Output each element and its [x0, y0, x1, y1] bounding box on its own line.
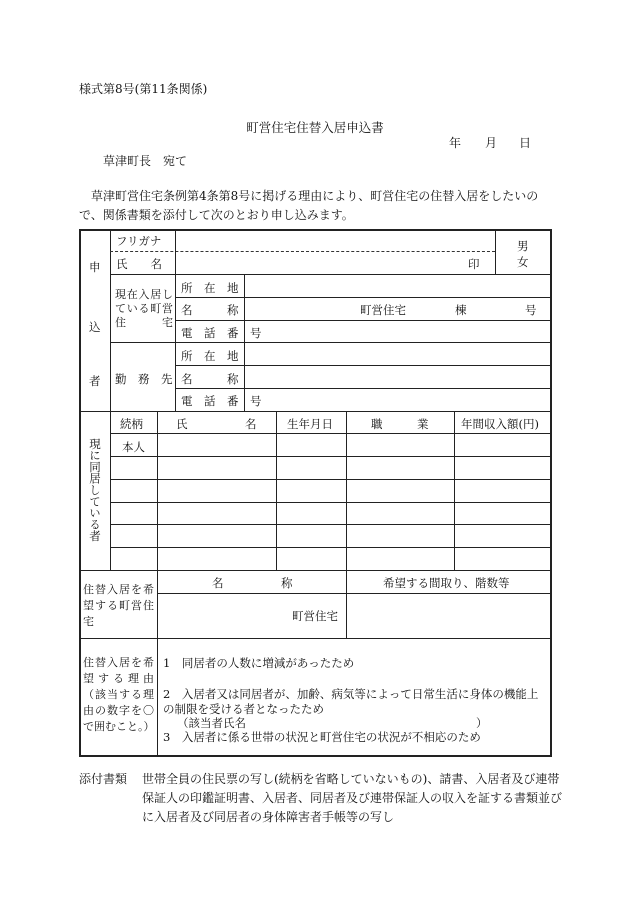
- household-label: 現に同居している者: [88, 438, 102, 542]
- workplace-label: 勤 務 先: [115, 372, 173, 386]
- building-unit: 棟: [455, 303, 467, 317]
- furigana-input[interactable]: [175, 233, 495, 251]
- reason-label: 住替入居を希望する理由（該当する理由の数字を〇で囲むこと。）: [83, 656, 155, 733]
- col-relation: 続柄: [120, 417, 143, 431]
- applicant-label-3: 者: [89, 374, 101, 388]
- address-label: 所 在 地: [181, 281, 239, 295]
- housing-name: 町営住宅: [360, 303, 406, 317]
- col-income: 年間収入額(円): [461, 417, 539, 431]
- residence-name-label: 名 称: [181, 303, 239, 317]
- attachments-text: 世帯全員の住民票の写し(続柄を省略していないもの)、請書、入居者及び連帯保証人の印鑑証明書、入居者、同居者及び連帯保証人の収入を証する書類並びに入居者及び同居者の身体障害者手帳等の写し: [142, 772, 563, 824]
- desired-col-name: 名 称: [212, 576, 293, 590]
- date-month: 月: [485, 136, 498, 150]
- col-occupation: 職 業: [371, 417, 429, 431]
- work-name-label: 名 称: [181, 372, 239, 386]
- reason-item-3[interactable]: 3 入居者に係る世帯の状況と町営住宅の状況が不相応のため: [163, 730, 481, 744]
- date-day: 日: [519, 136, 532, 150]
- name-input[interactable]: [175, 253, 465, 273]
- applicant-label-1: 申: [89, 260, 101, 274]
- reason-item-2-cont: の制限を受ける者となったため: [163, 702, 324, 716]
- room-number: 号: [525, 303, 537, 317]
- reason-item-2[interactable]: 2 入居者又は同居者が、加齢、病気等によって日常生活に身体の機能上: [163, 687, 539, 701]
- furigana-label: フリガナ: [116, 234, 162, 248]
- desired-col-preference: 希望する間取り、階数等: [383, 576, 510, 590]
- reason-item-2-name: （該当者氏名 ）: [177, 716, 488, 730]
- name-label: 氏 名: [116, 257, 162, 271]
- addressee: 草津町長 宛て: [103, 154, 188, 168]
- work-phone-label: 電 話 番 号: [181, 394, 262, 408]
- first-row-relation: 本人: [122, 440, 145, 454]
- page-title: 町営住宅住替入居申込書: [246, 120, 384, 135]
- sex-male[interactable]: 男: [517, 239, 529, 253]
- intro-text: 草津町営住宅条例第4条第8号に掲げる理由により、町営住宅の住替入居をしたいので、関係書類を添付して次のとおり申し込みます。: [79, 189, 539, 222]
- phone-label: 電 話 番 号: [181, 326, 262, 340]
- desired-housing-name: 町営住宅: [292, 609, 338, 623]
- applicant-label-2: 込: [89, 320, 101, 334]
- current-residence-label: 現在入居している町営住宅: [115, 288, 173, 329]
- date-year: 年: [449, 136, 462, 150]
- col-birthdate: 生年月日: [287, 417, 333, 431]
- sex-female[interactable]: 女: [517, 255, 529, 269]
- desired-housing-label: 住替入居を希望する町営住宅: [83, 583, 154, 628]
- seal-mark: 印: [468, 257, 480, 271]
- work-address-label: 所 在 地: [181, 349, 239, 363]
- col-name: 氏 名: [176, 417, 257, 431]
- reason-item-1[interactable]: 1 同居者の人数に増減があったため: [163, 656, 355, 670]
- form-number: 様式第8号(第11条関係): [79, 82, 208, 96]
- attachments-label: 添付書類: [79, 772, 128, 786]
